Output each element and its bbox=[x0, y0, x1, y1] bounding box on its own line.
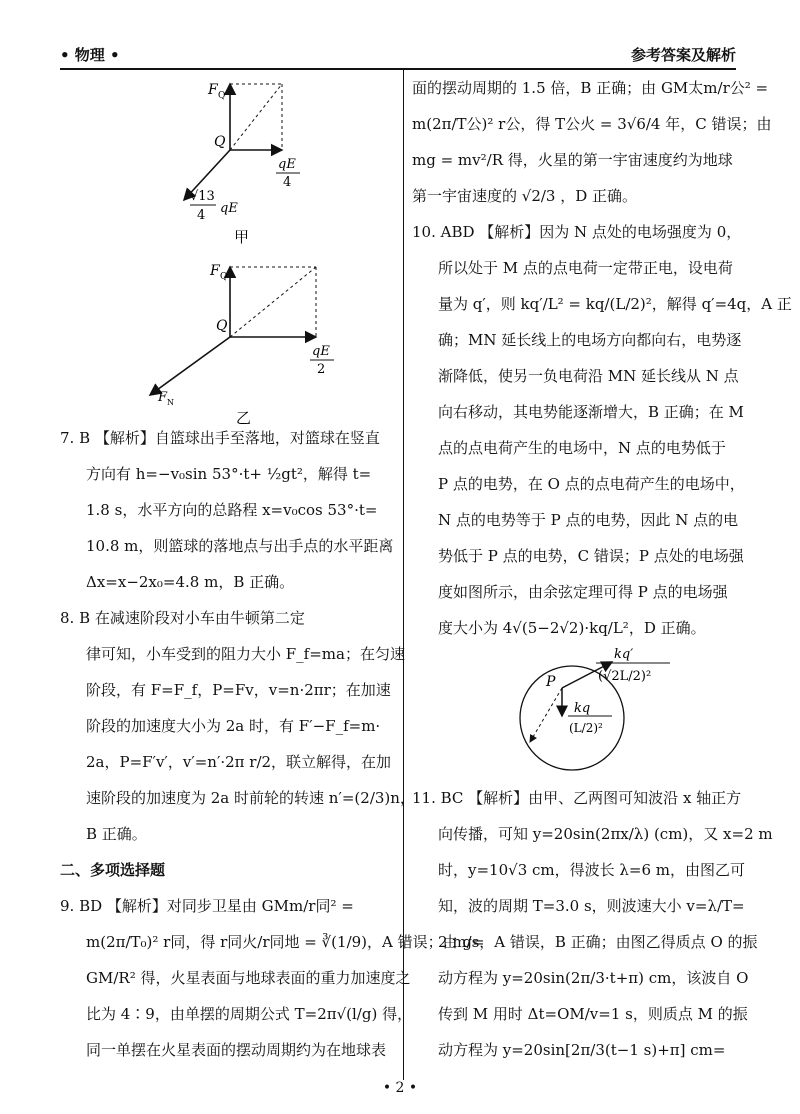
text-line: 8. B 在减速阶段对小车由牛顿第二定 bbox=[60, 609, 305, 627]
section-heading: 二、多项选择题 bbox=[60, 861, 166, 879]
right-column bbox=[412, 70, 792, 1068]
text-line: 9. BD 【解析】对同步卫星由 GMm/r同² = bbox=[60, 897, 354, 915]
text-line: mg = mv²/R 得，火星的第一宇宙速度约为地球 bbox=[412, 151, 733, 169]
text-line: 面的摆动周期的 1.5 倍，B 正确；由 GM太m/r公² = bbox=[412, 79, 769, 97]
subject-label: • 物理 • bbox=[60, 46, 120, 64]
page-number: • 2 • bbox=[382, 1080, 418, 1096]
svg-text:4: 4 bbox=[283, 175, 292, 190]
svg-text:qE: qE bbox=[220, 201, 238, 216]
text-line: 度大小为 4√(5−2√2)·kq/L²，D 正确。 bbox=[438, 619, 706, 637]
text-line: 量为 q′，则 kq′/L² = kq/(L/2)²，解得 q′=4q，A 正 bbox=[438, 295, 792, 313]
text-line: 传到 M 用时 Δt=OM/v=1 s，则质点 M 的振 bbox=[438, 1005, 748, 1023]
caption-yi: 乙 bbox=[236, 409, 252, 425]
text-line: 1.8 s，水平方向的总路程 x=v₀cos 53°·t= bbox=[86, 501, 378, 519]
text-line: 动方程为 y=20sin[2π/3(t−1 s)+π] cm= bbox=[438, 1041, 726, 1059]
inner-num: kq bbox=[574, 701, 591, 716]
svg-text:Q: Q bbox=[220, 272, 228, 282]
caption-jia: 甲 bbox=[234, 228, 250, 246]
fq-label: F bbox=[208, 82, 218, 98]
text-line: 确；MN 延长线上的电场方向都向右，电势逐 bbox=[438, 331, 742, 349]
text-line: 所以处于 M 点的点电荷一定带正电，设电荷 bbox=[438, 259, 733, 277]
svg-text:N: N bbox=[167, 398, 174, 407]
text-line: 动方程为 y=20sin(2π/3·t+π) cm，该波自 O bbox=[438, 969, 749, 987]
fq-label: F bbox=[210, 263, 220, 279]
text-line: 度如图所示，由余弦定理可得 P 点的电场强 bbox=[438, 583, 728, 601]
text-line: 同一单摆在火星表面的摆动周期约为在地球表 bbox=[86, 1041, 387, 1059]
left-column bbox=[60, 420, 485, 1068]
text-line: 7. B 【解析】自篮球出手至落地，对篮球在竖直 bbox=[60, 429, 380, 447]
fn-arrow bbox=[150, 337, 230, 395]
figure-jia bbox=[150, 72, 330, 247]
header-title: 参考答案及解析 bbox=[630, 46, 736, 64]
svg-text:Q: Q bbox=[218, 91, 226, 101]
text-line: N 点的电势等于 P 点的电势，因此 N 点的电 bbox=[438, 511, 739, 529]
field-diagram bbox=[412, 646, 737, 780]
text-line: 比为 4∶9，由单摆的周期公式 T=2π√(l/g) 得， bbox=[86, 1005, 413, 1023]
resultant-label: √13 bbox=[190, 189, 215, 204]
text-line: 第一宇宙速度的 √2/3 ，D 正确。 bbox=[412, 187, 638, 205]
qe-label: qE bbox=[312, 344, 330, 359]
text-line: 知，波的周期 T=3.0 s，则波速大小 v=λ/T= bbox=[438, 897, 745, 915]
text-line: 时，y=10√3 cm，得波长 λ=6 m，由图乙可 bbox=[438, 861, 746, 879]
resultant-dashed bbox=[230, 84, 282, 150]
inner-den: (L/2)² bbox=[569, 721, 603, 735]
text-line: 阶段，有 F=F_f，P=Fv，v=n·2πr；在加速 bbox=[86, 681, 391, 699]
text-line: Δx=x−2x₀=4.8 m，B 正确。 bbox=[86, 573, 295, 591]
text-line: m(2π/T公)² r公，得 T公火 = 3√6/4 年，C 错误；由 bbox=[412, 115, 772, 133]
text-line: 11. BC 【解析】由甲、乙两图可知波沿 x 轴正方 bbox=[412, 789, 742, 807]
figure-yi bbox=[140, 255, 350, 425]
svg-text:2: 2 bbox=[317, 362, 326, 377]
text-line: GM/R² 得，火星表面与地球表面的重力加速度之 bbox=[86, 969, 411, 987]
text-line: B 正确。 bbox=[86, 825, 147, 843]
page-header bbox=[60, 40, 736, 68]
outer-num: kq′ bbox=[614, 647, 634, 662]
fn-label: F bbox=[158, 390, 168, 405]
text-line: 渐降低，使另一负电荷沿 MN 延长线从 N 点 bbox=[438, 367, 739, 385]
q-label: Q bbox=[216, 318, 228, 334]
svg-text:4: 4 bbox=[197, 208, 206, 223]
text-line: m(2π/T₀)² r同，得 r同火/r同地 = ∛(1/9)，A 错误；由 g= bbox=[86, 933, 485, 951]
text-line: 2 m/s，A 错误，B 正确；由图乙得质点 O 的振 bbox=[438, 933, 758, 951]
text-line: 方向有 h=−v₀sin 53°·t+ ½gt²，解得 t= bbox=[86, 465, 372, 483]
text-line: 势低于 P 点的电势，C 错误；P 点处的电场强 bbox=[438, 547, 744, 565]
resultant-dashed bbox=[530, 688, 562, 742]
text-line: 10.8 m，则篮球的落地点与出手点的水平距离 bbox=[86, 537, 394, 555]
text-line: 2a，P=F′v′，v′=n′·2π r/2，联立解得，在加 bbox=[86, 753, 392, 771]
text-line: 速阶段的加速度为 2a 时前轮的转速 n′=(2/3)n， bbox=[86, 789, 415, 807]
text-line: 10. ABD 【解析】因为 N 点处的电场强度为 0， bbox=[412, 223, 742, 241]
text-line: 阶段的加速度大小为 2a 时，有 F′−F_f=m· bbox=[86, 717, 381, 735]
text-line: 律可知，小车受到的阻力大小 F_f=ma；在匀速 bbox=[86, 645, 405, 663]
qe-label: qE bbox=[278, 157, 296, 172]
p-label: P bbox=[546, 674, 556, 690]
outer-den: (√2L/2)² bbox=[598, 669, 652, 684]
text-line: P 点的电势，在 O 点的点电荷产生的电场中， bbox=[438, 475, 745, 493]
text-line: 向传播，可知 y=20sin(2πx/λ) (cm)，又 x=2 m bbox=[438, 825, 773, 843]
text-line: 点的点电荷产生的电场中，N 点的电势低于 bbox=[438, 439, 726, 457]
resultant-dashed bbox=[230, 267, 316, 337]
text-line: 向右移动，其电势能逐渐增大，B 正确；在 M bbox=[438, 403, 744, 421]
q-label: Q bbox=[214, 134, 226, 150]
